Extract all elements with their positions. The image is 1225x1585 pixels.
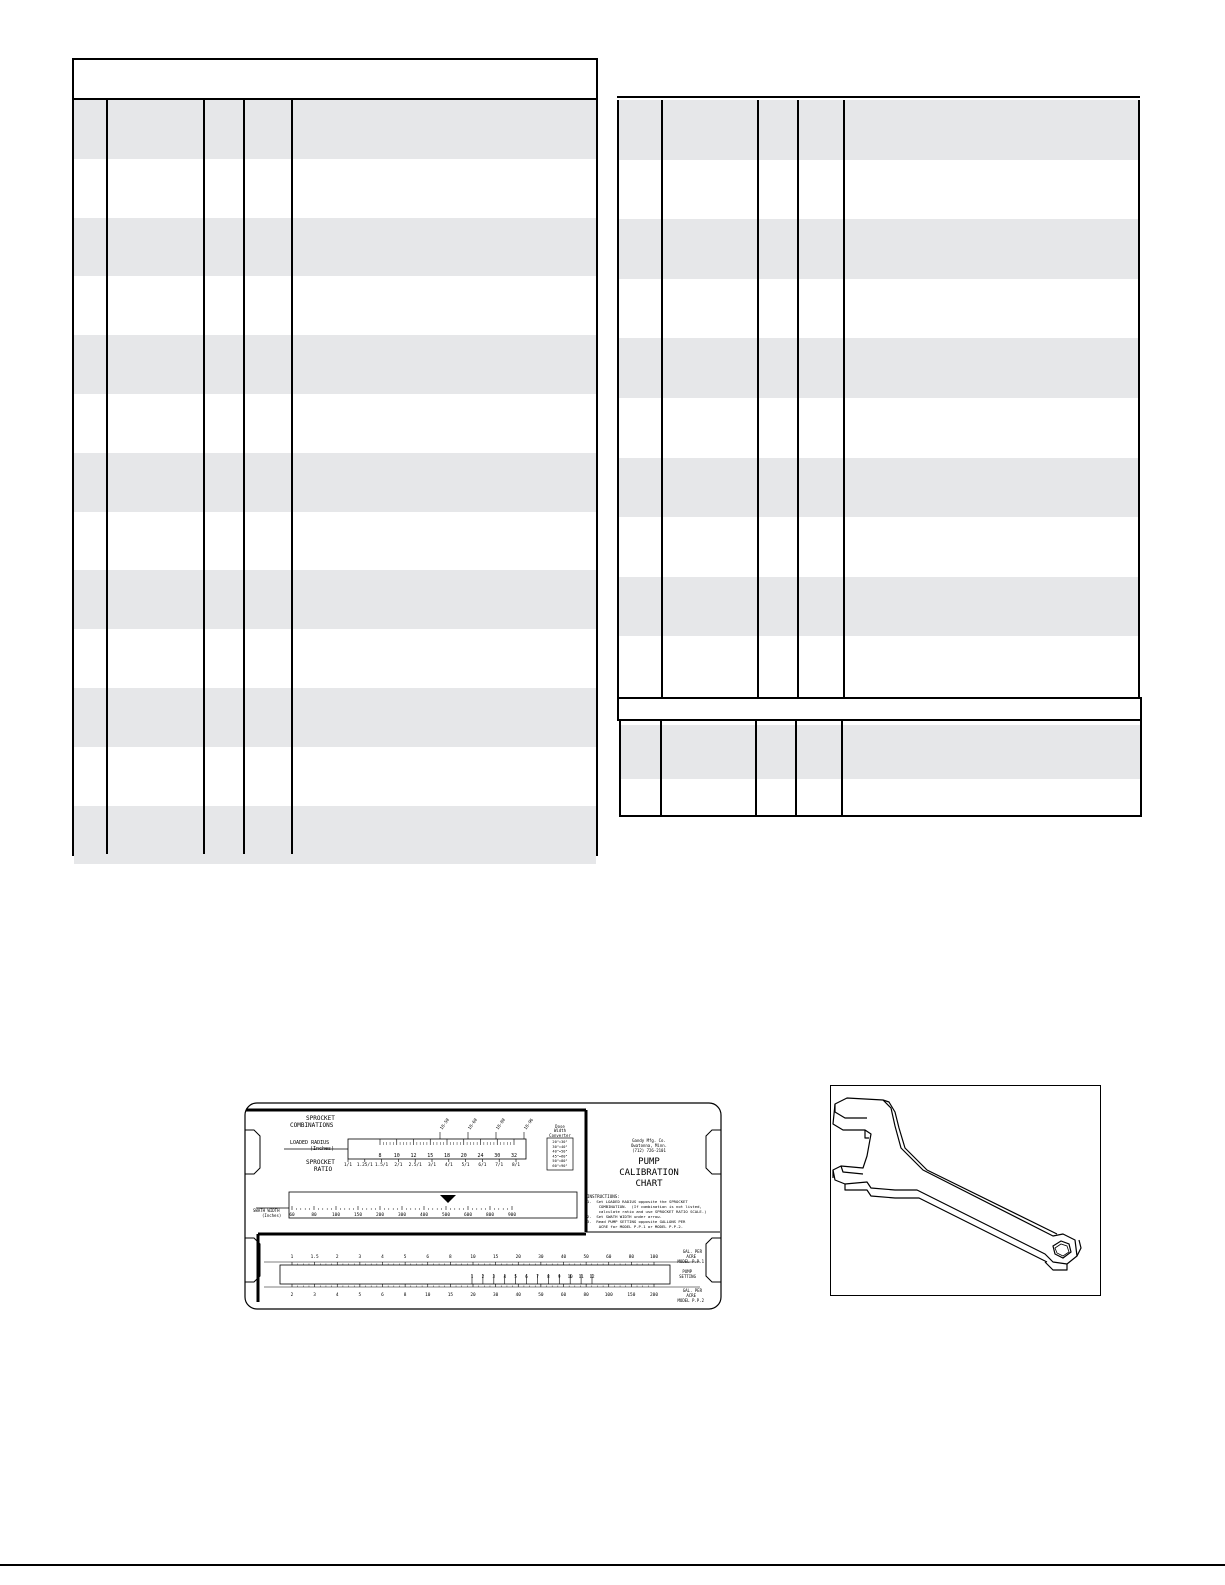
right-sub-table bbox=[619, 721, 1142, 817]
wrench-icon bbox=[831, 1086, 1099, 1294]
swath-width-label: 60 bbox=[289, 1213, 295, 1218]
sprocket-ratio-label: 1.5/1 bbox=[374, 1163, 389, 1168]
loaded-radius-label-1: LOADED RADIUS bbox=[290, 1140, 330, 1146]
swath-width-label: 800 bbox=[486, 1213, 494, 1218]
gal-bottom-label-3: MODEL P.P.2 bbox=[677, 1298, 704, 1303]
gal-bottom-label: 150 bbox=[627, 1293, 636, 1298]
wrench-illustration-frame bbox=[830, 1085, 1101, 1296]
right-parts-table bbox=[617, 96, 1140, 698]
table-row bbox=[619, 100, 1138, 160]
gal-top-label: 8 bbox=[449, 1255, 452, 1260]
gal-bottom-label: 60 bbox=[560, 1293, 567, 1298]
gal-top-label: 50 bbox=[583, 1255, 589, 1260]
gal-top-label: 2 bbox=[335, 1255, 339, 1260]
sprocket-combinations-label-1: SPROCKET bbox=[306, 1115, 335, 1122]
converter-label-3: Converter bbox=[549, 1133, 571, 1138]
chart-title-line-2: CALIBRATION bbox=[619, 1168, 679, 1178]
table-row bbox=[619, 577, 1138, 637]
table-row bbox=[74, 335, 596, 394]
loaded-radius-label-2: (Inches) bbox=[310, 1146, 335, 1152]
gal-bottom-label: 15 bbox=[447, 1293, 454, 1298]
swath-width-label: 100 bbox=[332, 1213, 340, 1218]
pump-setting-label: 6 bbox=[525, 1274, 528, 1279]
gal-top-label: 1 bbox=[290, 1255, 294, 1260]
company-line-1: Gandy Mfg. Co. bbox=[632, 1138, 666, 1143]
loaded-radius-label: 18 bbox=[443, 1153, 451, 1159]
chart-title-line-1: PUMP bbox=[638, 1157, 660, 1167]
loaded-radius-label: 24 bbox=[477, 1153, 484, 1159]
gal-bottom-label: 8 bbox=[403, 1293, 407, 1298]
sprocket-ratio-label-1: SPROCKET bbox=[306, 1159, 335, 1166]
sprocket-ratio-label-2: RATIO bbox=[314, 1166, 333, 1173]
pump-setting-label: 11 bbox=[578, 1274, 584, 1279]
converter-row: 60"=90" bbox=[552, 1164, 568, 1168]
swath-width-label: 200 bbox=[376, 1213, 384, 1218]
gal-top-label: 15 bbox=[492, 1255, 499, 1260]
gal-bottom-label: 6 bbox=[381, 1293, 384, 1298]
gal-bottom-label-2: ACRE bbox=[686, 1293, 696, 1298]
table-row bbox=[74, 688, 596, 747]
sprocket-ratio-label: 5/1 bbox=[461, 1163, 470, 1168]
company-line-3: (712) 726-2101 bbox=[632, 1148, 666, 1153]
pump-calibration-chart bbox=[244, 1102, 722, 1310]
gal-top-label: 60 bbox=[606, 1255, 612, 1260]
sprocket-ratio-label: 2.5/1 bbox=[408, 1163, 422, 1168]
gal-top-label: 6 bbox=[426, 1255, 430, 1260]
pump-setting-label: 2 bbox=[481, 1274, 485, 1279]
loaded-radius-label: 10 bbox=[393, 1153, 400, 1159]
swath-width-label-1: SWATH WIDTH bbox=[253, 1208, 280, 1213]
table-row bbox=[74, 453, 596, 512]
converter-row: 40"=50" bbox=[552, 1149, 568, 1154]
instruction-line: ACRE for MODEL P.P.1 or MODEL P.P.2. bbox=[587, 1224, 684, 1229]
gal-top-label-3: MODEL P.P.1 bbox=[677, 1259, 704, 1264]
pump-setting-label: 4 bbox=[503, 1274, 506, 1279]
gal-bottom-label: 50 bbox=[538, 1293, 544, 1298]
gal-bottom-label: 5 bbox=[358, 1293, 362, 1298]
gal-bottom-label: 2 bbox=[290, 1293, 294, 1298]
gal-bottom-label: 20 bbox=[470, 1293, 476, 1298]
instruction-line: COMBINATION. (If combination is not listed, bbox=[587, 1204, 702, 1209]
loaded-radius-label: 30 bbox=[494, 1153, 501, 1159]
sprocket-combo-label: 18-50 bbox=[438, 1117, 451, 1131]
swath-width-label: 500 bbox=[442, 1213, 450, 1218]
swath-width-label: 300 bbox=[398, 1213, 406, 1218]
pump-setting-label: 1 bbox=[470, 1274, 474, 1279]
instruction-line: calculate ratio and use SPROCKET RATIO SCALE.) bbox=[587, 1209, 707, 1214]
table-row bbox=[74, 747, 596, 806]
table-row bbox=[74, 570, 596, 629]
chart-title-line-3: CHART bbox=[635, 1179, 663, 1189]
gal-bottom-label: 3 bbox=[313, 1293, 316, 1298]
pump-setting-label: 5 bbox=[514, 1274, 517, 1279]
pump-setting-label-2: SETTING bbox=[679, 1274, 696, 1279]
pump-setting-label: 10 bbox=[567, 1274, 573, 1279]
gal-bottom-label: 200 bbox=[650, 1293, 658, 1298]
gal-top-label: 10 bbox=[470, 1255, 476, 1260]
sprocket-ratio-label: 2/1 bbox=[394, 1163, 403, 1168]
loaded-radius-label: 20 bbox=[460, 1153, 467, 1159]
converter-row: 50"=80" bbox=[552, 1159, 568, 1164]
gal-bottom-label-1: GAL. PER bbox=[682, 1288, 702, 1293]
gal-top-label: 20 bbox=[515, 1255, 521, 1260]
sprocket-ratio-label: 1/1 bbox=[344, 1163, 352, 1168]
sprocket-ratio-label: 4/1 bbox=[444, 1163, 453, 1168]
pump-setting-label-1: PUMP bbox=[682, 1269, 692, 1274]
pump-setting-label: 9 bbox=[558, 1274, 561, 1279]
sprocket-combo-label: 18-96 bbox=[522, 1117, 535, 1131]
gal-top-label: 4 bbox=[381, 1255, 384, 1260]
gal-top-label-2: ACRE bbox=[686, 1254, 696, 1259]
gal-bottom-label: 4 bbox=[335, 1293, 339, 1298]
sprocket-ratio-label: 1.25/1 bbox=[356, 1163, 373, 1168]
gal-bottom-label: 100 bbox=[604, 1293, 613, 1298]
sprocket-combinations-label-2: COMBINATIONS bbox=[290, 1122, 334, 1129]
table-row bbox=[74, 806, 596, 865]
pump-setting-label: 12 bbox=[589, 1274, 595, 1279]
swath-width-label: 80 bbox=[311, 1213, 317, 1218]
table-row bbox=[619, 636, 1138, 696]
gal-top-label: 5 bbox=[403, 1255, 407, 1260]
table-row bbox=[619, 398, 1138, 458]
sprocket-ratio-label: 7/1 bbox=[495, 1163, 504, 1168]
pump-setting-label: 3 bbox=[492, 1274, 496, 1279]
pump-setting-label: 8 bbox=[547, 1274, 550, 1279]
gal-top-label: 80 bbox=[628, 1255, 635, 1260]
instruction-line: 3. Read PUMP SETTING opposite GALLONS PER bbox=[587, 1219, 686, 1224]
converter-label-2: Width bbox=[553, 1128, 567, 1133]
gal-top-label: 30 bbox=[538, 1255, 544, 1260]
converter-row: 45"=60" bbox=[552, 1154, 568, 1159]
pump-setting-label: 7 bbox=[536, 1274, 539, 1279]
table-row bbox=[619, 279, 1138, 339]
gal-top-label: 100 bbox=[650, 1255, 658, 1260]
converter-label-1: Dose bbox=[555, 1124, 565, 1129]
loaded-radius-label: 12 bbox=[410, 1153, 417, 1159]
gal-top-label: 3 bbox=[358, 1255, 362, 1260]
converter-row: 30"=40" bbox=[552, 1144, 568, 1149]
instructions-title: INSTRUCTIONS: bbox=[587, 1194, 620, 1199]
loaded-radius-label: 32 bbox=[510, 1153, 518, 1159]
table-row bbox=[619, 219, 1138, 279]
gal-bottom-label: 30 bbox=[492, 1293, 499, 1298]
left-parts-table bbox=[72, 58, 598, 856]
right-table-sub-header bbox=[617, 697, 1142, 721]
table-row bbox=[74, 512, 596, 571]
sprocket-ratio-label: 6/1 bbox=[478, 1163, 487, 1168]
table-row bbox=[619, 338, 1138, 398]
instruction-line: 2. Set SWATH WIDTH under arrow. bbox=[587, 1214, 662, 1219]
sprocket-combo-label: 18-60 bbox=[466, 1117, 479, 1131]
table-row bbox=[619, 458, 1138, 518]
page-bottom-rule bbox=[0, 1564, 1225, 1566]
swath-width-label-2: (Inches) bbox=[262, 1213, 282, 1218]
instruction-line: 1. Set LOADED RADIUS opposite the SPROCKET bbox=[587, 1199, 688, 1204]
table-row bbox=[74, 276, 596, 335]
gal-bottom-label: 80 bbox=[583, 1293, 589, 1298]
loaded-radius-label: 15 bbox=[427, 1153, 434, 1159]
sprocket-combo-label: 18-80 bbox=[494, 1117, 507, 1131]
swath-width-label: 150 bbox=[354, 1213, 362, 1218]
swath-width-label: 900 bbox=[508, 1213, 516, 1218]
left-table-header bbox=[74, 60, 596, 98]
gal-bottom-label: 40 bbox=[515, 1293, 521, 1298]
converter-row: 20"=30" bbox=[552, 1140, 568, 1144]
table-row bbox=[74, 100, 596, 159]
table-row bbox=[74, 629, 596, 688]
calibration-chart-drawing bbox=[244, 1102, 722, 1310]
loaded-radius-label: 8 bbox=[378, 1153, 382, 1159]
table-row bbox=[74, 218, 596, 277]
gal-top-label: 40 bbox=[560, 1255, 567, 1260]
swath-width-label: 600 bbox=[464, 1213, 472, 1218]
sprocket-ratio-label: 8/1 bbox=[512, 1163, 520, 1168]
gal-bottom-label: 10 bbox=[425, 1293, 431, 1298]
gal-top-label-1: GAL. PER bbox=[682, 1249, 702, 1254]
table-row bbox=[619, 517, 1138, 577]
table-row bbox=[74, 394, 596, 453]
gal-top-label: 1.5 bbox=[310, 1255, 319, 1260]
swath-width-label: 400 bbox=[420, 1213, 428, 1218]
table-row bbox=[619, 160, 1138, 220]
company-line-2: Owatonna, Minn. bbox=[630, 1143, 668, 1148]
sprocket-ratio-label: 3/1 bbox=[428, 1163, 436, 1168]
table-row bbox=[74, 159, 596, 218]
